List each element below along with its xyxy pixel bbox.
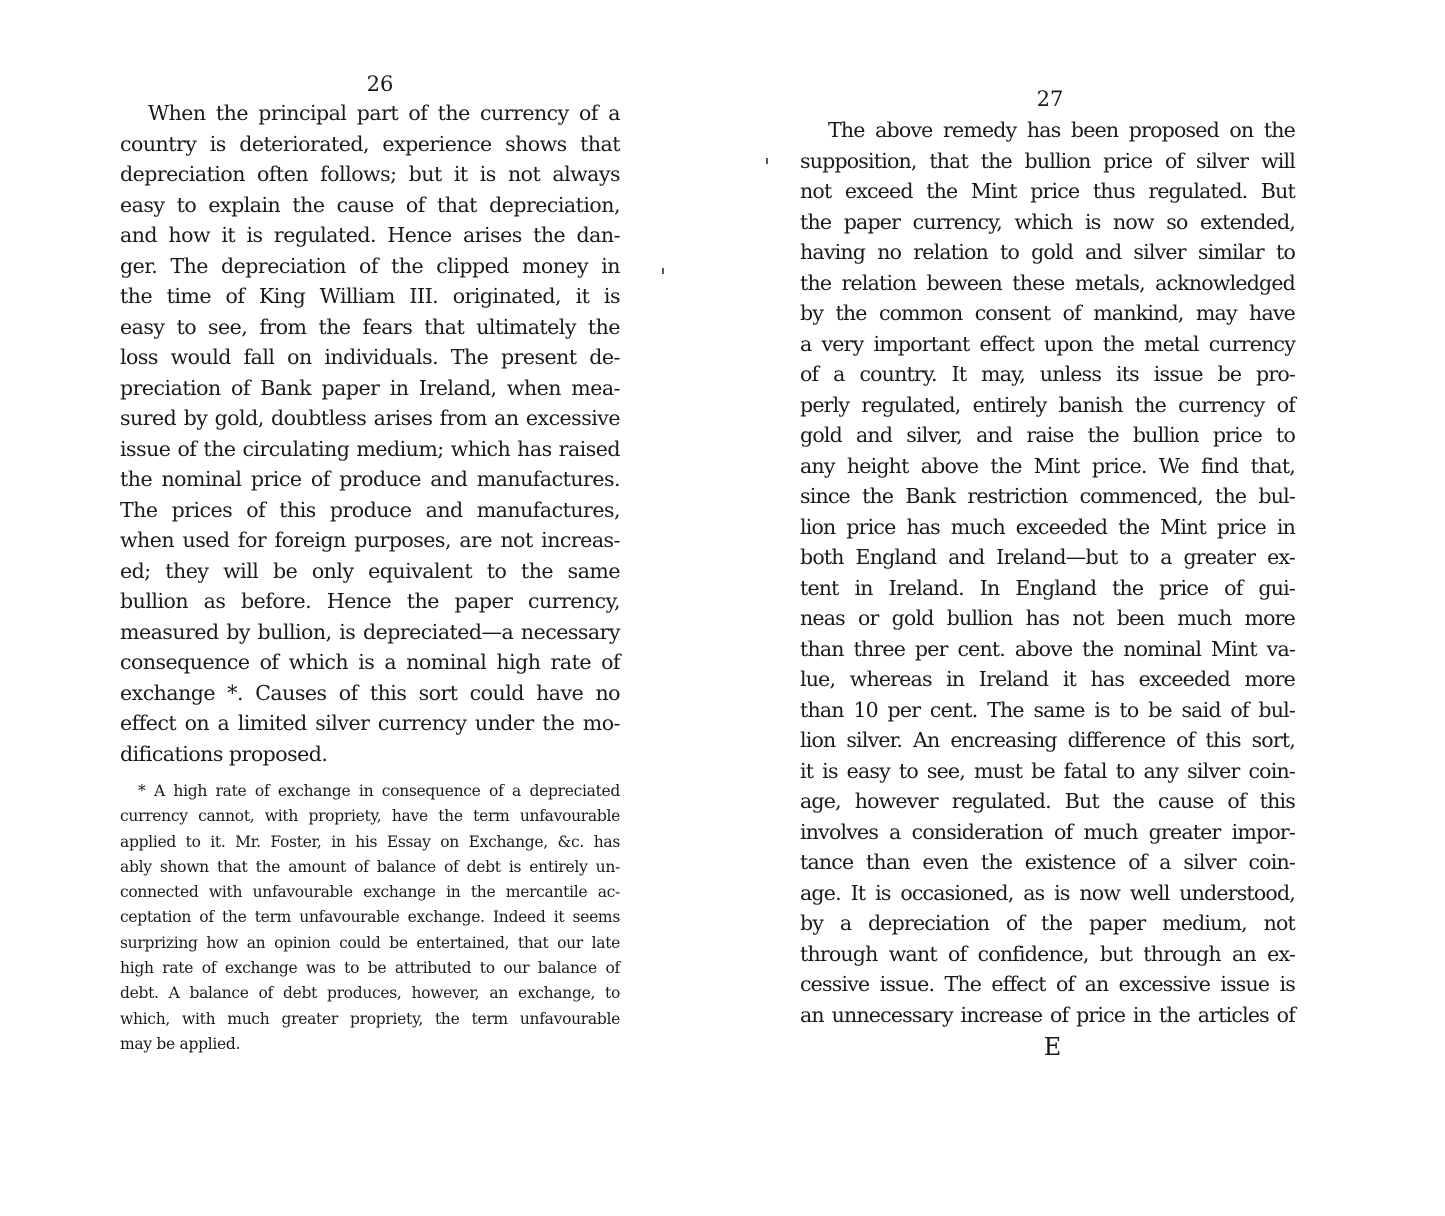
text-line: ger. The depreciation of the clipped money in: [120, 253, 620, 278]
text-line: The prices of this produce and manufactures,: [120, 497, 620, 522]
text-line: tance than even the existence of a silver coin-: [800, 850, 1295, 874]
footnote-line: may be applied.: [120, 1034, 241, 1053]
text-line: preciation of Bank paper in Ireland, when mea-: [120, 375, 620, 400]
text-line: and how it is regulated. Hence arises the dan-: [120, 223, 620, 247]
text-line: the nominal price of produce and manufactures.: [120, 467, 620, 491]
text-line: when used for foreign purposes, are not increas-: [120, 528, 620, 552]
text-line: the paper currency, which is now so extended,: [800, 209, 1295, 234]
text-line: effect on a limited silver currency under the mo-: [120, 711, 620, 735]
text-line: the time of King William III. originated, it is: [120, 284, 620, 308]
text-line: both England and Ireland—but to a greater ex-: [800, 545, 1295, 569]
signature-mark: E: [1043, 1033, 1062, 1061]
left-page: [120, 70, 620, 1057]
footnote-line: high rate of exchange was to be attributed to our balance of: [120, 959, 620, 978]
text-line: loss would fall on individuals. The present de-: [120, 345, 620, 369]
text-line: by a depreciation of the paper medium, not: [800, 911, 1295, 935]
text-line: than 10 per cent. The same is to be said of bul-: [800, 697, 1295, 722]
footnote-line: ably shown that the amount of balance of debt is entirely un-: [120, 857, 620, 876]
text-line: neas or gold bullion has not been much more: [800, 606, 1295, 630]
text-line: the relation beween these metals, acknowledged: [800, 270, 1295, 295]
scan-speck: [662, 268, 664, 274]
page-number-right: 27: [1036, 87, 1064, 111]
text-line: lion price has much exceeded the Mint price in: [800, 514, 1295, 539]
text-line: country is deteriorated, experience shows that: [120, 131, 620, 156]
page-number-left: 26: [366, 72, 394, 96]
text-line: any height above the Mint price. We find that,: [800, 453, 1295, 478]
text-line: gold and silver, and raise the bullion price to: [800, 423, 1295, 447]
footnote-line: which, with much greater propriety, the term unfavourable: [120, 1009, 620, 1028]
text-line: having no relation to gold and silver similar to: [800, 240, 1295, 264]
text-line: lue, whereas in Ireland it has exceeded more: [800, 667, 1295, 691]
footnote-line: * A high rate of exchange in consequence of a depreciated: [138, 782, 620, 800]
text-line: supposition, that the bullion price of silver will: [800, 148, 1295, 173]
footnote-line: debt. A balance of debt produces, however, an exchange, to: [120, 984, 620, 1003]
text-line: issue of the circulating medium; which has raised: [120, 436, 620, 461]
text-line: involves a consideration of much greater impor-: [800, 819, 1295, 844]
text-line: by the common consent of mankind, may have: [800, 301, 1295, 325]
scan-speck: [766, 158, 768, 164]
text-line: The above remedy has been proposed on the: [828, 118, 1295, 142]
text-line: measured by bullion, is depreciated—a necessary: [120, 619, 620, 644]
text-line: than three per cent. above the nominal Mint va-: [800, 636, 1295, 661]
footnote: [120, 779, 620, 1057]
text-line: of a country. It may, unless its issue be pro-: [800, 362, 1295, 386]
text-line: exchange *. Causes of this sort could have no: [120, 680, 620, 705]
text-line: When the principal part of the currency of a: [148, 101, 620, 125]
right-page: [800, 85, 1295, 1062]
left-body-text: [120, 98, 620, 769]
text-line: age, however regulated. But the cause of this: [800, 789, 1295, 813]
text-line: a very important effect upon the metal currency: [800, 331, 1295, 356]
text-line: depreciation often follows; but it is not always: [120, 162, 620, 186]
text-line: not exceed the Mint price thus regulated. But: [800, 179, 1295, 203]
footnote-line: ceptation of the term unfavourable exchange. Indeed it seems: [120, 908, 620, 927]
text-line: easy to see, from the fears that ultimately the: [120, 314, 620, 339]
footnote-line: surprizing how an opinion could be entertained, that our late: [120, 933, 620, 952]
text-line: bullion as before. Hence the paper currency,: [120, 589, 620, 613]
footnote-line: applied to it. Mr. Foster, in his Essay on Exchange, &c. has: [120, 832, 620, 851]
footnote-line: currency cannot, with propriety, have the term unfavourable: [120, 807, 620, 826]
text-line: through want of confidence, but through an ex-: [800, 941, 1295, 966]
text-line: consequence of which is a nominal high rate of: [120, 650, 620, 674]
text-line: cessive issue. The effect of an excessive issue is: [800, 972, 1295, 996]
text-line: tent in Ireland. In England the price of gui-: [800, 575, 1295, 600]
text-line: perly regulated, entirely banish the currency of: [800, 392, 1295, 417]
text-line: since the Bank restriction commenced, the bul-: [800, 484, 1295, 508]
text-line: easy to explain the cause of that depreciation,: [120, 192, 620, 217]
text-line: an unnecessary increase of price in the articles of: [800, 1002, 1295, 1027]
text-line: lion silver. An encreasing difference of this sort,: [800, 728, 1295, 752]
footnote-line: connected with unfavourable exchange in the mercantile ac-: [120, 883, 620, 902]
text-line: ed; they will be only equivalent to the same: [120, 558, 620, 583]
text-line: age. It is occasioned, as is now well understood,: [800, 880, 1295, 905]
text-line: it is easy to see, must be fatal to any silver coin-: [800, 758, 1295, 783]
text-line: sured by gold, doubtless arises from an excessive: [120, 406, 620, 430]
text-line: difications proposed.: [120, 741, 328, 766]
right-body-text: [800, 115, 1295, 1030]
